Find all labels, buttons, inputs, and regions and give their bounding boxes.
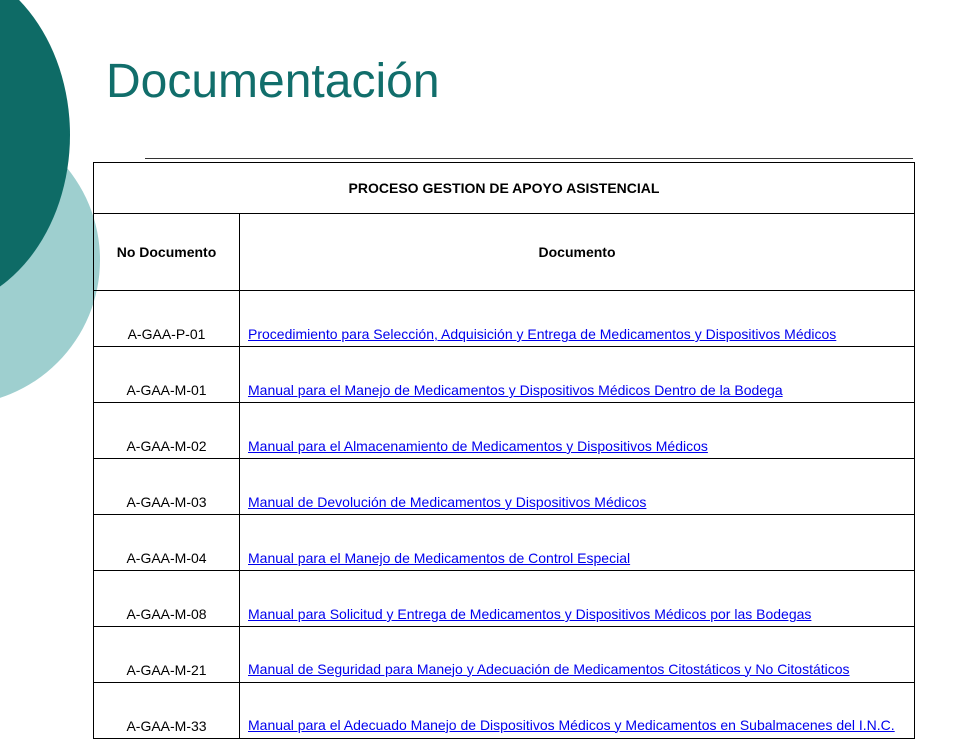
document-code: A-GAA-M-01 [94, 347, 240, 403]
column-header-row [94, 214, 915, 291]
document-code: A-GAA-M-33 [94, 683, 240, 739]
process-header-row [94, 163, 915, 214]
slide-title: Documentación [106, 55, 440, 108]
document-cell [240, 571, 915, 627]
table-row [94, 403, 915, 459]
documents-table [93, 162, 915, 739]
document-cell [240, 515, 915, 571]
document-link[interactable]: Manual de Devolución de Medicamentos y Dispositivos Médicos [248, 494, 647, 510]
process-header: PROCESO GESTION DE APOYO ASISTENCIAL [94, 163, 915, 214]
document-code: A-GAA-M-03 [94, 459, 240, 515]
document-link[interactable]: Manual para el Adecuado Manejo de Dispositivos Médicos y Medicamentos en Subalmacenes del I.N.C. [248, 716, 895, 733]
document-code: A-GAA-M-02 [94, 403, 240, 459]
document-code: A-GAA-P-01 [94, 291, 240, 347]
table-row [94, 291, 915, 347]
column-header-no-documento: No Documento [94, 214, 240, 291]
document-code: A-GAA-M-04 [94, 515, 240, 571]
document-cell [240, 291, 915, 347]
document-link[interactable]: Manual de Seguridad para Manejo y Adecuación de Medicamentos Citostáticos y No Citostáticos [248, 660, 850, 677]
document-link[interactable]: Manual para el Almacenamiento de Medicamentos y Dispositivos Médicos [248, 438, 708, 454]
document-cell [240, 627, 915, 683]
document-code: A-GAA-M-08 [94, 571, 240, 627]
document-link[interactable]: Procedimiento para Selección, Adquisición y Entrega de Medicamentos y Dispositivos Médicos [248, 326, 837, 342]
document-cell [240, 459, 915, 515]
column-header-documento: Documento [240, 214, 915, 291]
document-cell [240, 347, 915, 403]
table-row [94, 347, 915, 403]
document-link[interactable]: Manual para Solicitud y Entrega de Medicamentos y Dispositivos Médicos por las Bodegas [248, 606, 812, 622]
table-row [94, 627, 915, 683]
document-link[interactable]: Manual para el Manejo de Medicamentos de Control Especial [248, 550, 631, 566]
table-row [94, 571, 915, 627]
document-link[interactable]: Manual para el Manejo de Medicamentos y Dispositivos Médicos Dentro de la Bodega [248, 382, 783, 398]
title-divider [145, 158, 913, 159]
document-cell [240, 403, 915, 459]
table-row [94, 683, 915, 739]
table-row [94, 459, 915, 515]
document-cell [240, 683, 915, 739]
table-row [94, 515, 915, 571]
document-code: A-GAA-M-21 [94, 627, 240, 683]
